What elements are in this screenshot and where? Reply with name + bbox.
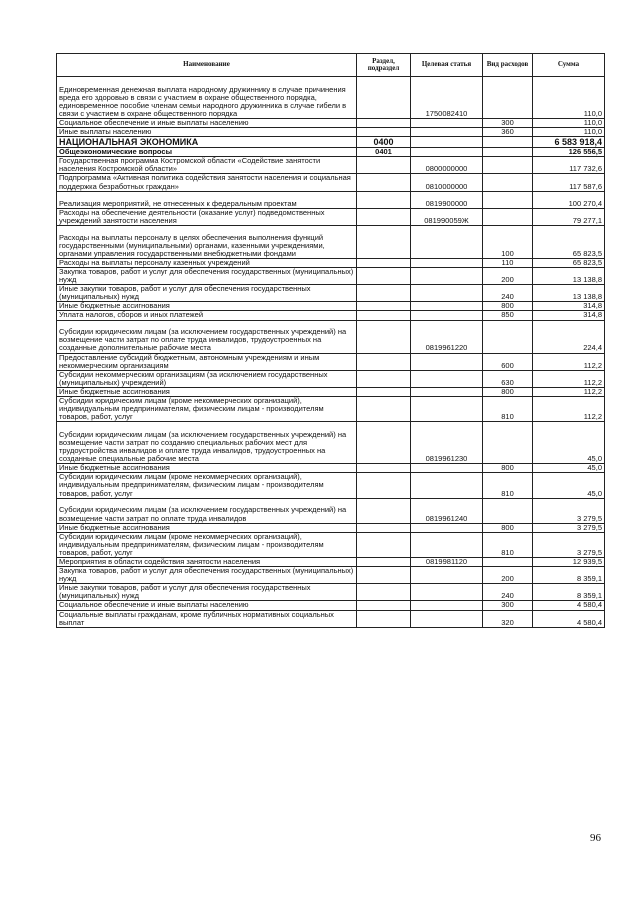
- cell-section: [357, 523, 411, 532]
- cell-target: 0819900000: [411, 191, 483, 208]
- table-row: [57, 370, 605, 387]
- cell-name: Иные закупки товаров, работ и услуг для обеспечения государственных (муниципальных) нужд: [57, 285, 357, 302]
- cell-target: [411, 370, 483, 387]
- cell-name: Иные бюджетные ассигнования: [57, 302, 357, 311]
- cell-expense: 300: [483, 119, 533, 128]
- cell-amount: 65 823,5: [533, 225, 605, 258]
- cell-amount: 314,8: [533, 311, 605, 320]
- table-row: [57, 225, 605, 258]
- cell-target: [411, 387, 483, 396]
- page-number: 96: [590, 832, 601, 844]
- cell-name: Иные бюджетные ассигнования: [57, 464, 357, 473]
- table-row: [57, 191, 605, 208]
- table-row: [57, 208, 605, 225]
- table-row: [57, 558, 605, 567]
- cell-expense: 360: [483, 128, 533, 137]
- cell-section: [357, 119, 411, 128]
- cell-amount: 79 277,1: [533, 208, 605, 225]
- cell-expense: [483, 320, 533, 353]
- cell-section: 0400: [357, 137, 411, 148]
- cell-amount: 8 359,1: [533, 584, 605, 601]
- table-row: [57, 77, 605, 119]
- cell-section: [357, 464, 411, 473]
- cell-expense: 800: [483, 302, 533, 311]
- table-row: [57, 320, 605, 353]
- cell-name: Субсидии юридическим лицам (за исключением государственных учреждений) на возмещение части затрат по оплате труда инвалидов: [57, 498, 357, 523]
- cell-section: [357, 473, 411, 498]
- cell-amount: 3 279,5: [533, 523, 605, 532]
- cell-expense: 320: [483, 610, 533, 627]
- cell-expense: 200: [483, 267, 533, 284]
- cell-target: [411, 567, 483, 584]
- cell-target: 0819961220: [411, 320, 483, 353]
- cell-expense: [483, 148, 533, 157]
- cell-amount: 45,0: [533, 464, 605, 473]
- cell-name: Иные бюджетные ассигнования: [57, 387, 357, 396]
- cell-section: [357, 370, 411, 387]
- cell-section: [357, 128, 411, 137]
- header-amount: Сумма: [533, 54, 605, 77]
- cell-target: [411, 584, 483, 601]
- cell-amount: 100 270,4: [533, 191, 605, 208]
- cell-amount: 4 580,4: [533, 610, 605, 627]
- cell-name: Субсидии юридическим лицам (кроме некоммерческих организаций), индивидуальным предпринимателям, физическим лицам - производителям товаров, работ, услуг: [57, 532, 357, 557]
- cell-name: Общеэкономические вопросы: [57, 148, 357, 157]
- cell-section: [357, 302, 411, 311]
- table-row: [57, 532, 605, 557]
- cell-name: Мероприятия в области содействия занятости населения: [57, 558, 357, 567]
- cell-expense: 200: [483, 567, 533, 584]
- cell-section: [357, 567, 411, 584]
- section-row: [57, 137, 605, 148]
- cell-target: [411, 302, 483, 311]
- cell-name: Расходы на выплаты персоналу казенных учреждений: [57, 258, 357, 267]
- table-row: [57, 584, 605, 601]
- cell-amount: 110,0: [533, 128, 605, 137]
- cell-name: Иные выплаты населению: [57, 128, 357, 137]
- cell-amount: 3 279,5: [533, 532, 605, 557]
- cell-name: Закупка товаров, работ и услуг для обеспечения государственных (муниципальных) нужд: [57, 567, 357, 584]
- table-row: [57, 523, 605, 532]
- table-row: [57, 302, 605, 311]
- cell-amount: 45,0: [533, 473, 605, 498]
- cell-target: [411, 285, 483, 302]
- cell-expense: [483, 174, 533, 191]
- cell-section: [357, 601, 411, 610]
- cell-amount: 112,2: [533, 396, 605, 421]
- table-row: [57, 174, 605, 191]
- table-row: [57, 567, 605, 584]
- cell-section: [357, 285, 411, 302]
- cell-expense: 600: [483, 353, 533, 370]
- cell-expense: [483, 208, 533, 225]
- cell-target: [411, 532, 483, 557]
- cell-amount: 45,0: [533, 422, 605, 464]
- cell-target: [411, 353, 483, 370]
- cell-name: НАЦИОНАЛЬНАЯ ЭКОНОМИКА: [57, 137, 357, 148]
- cell-expense: 850: [483, 311, 533, 320]
- cell-name: Реализация мероприятий, не отнесенных к федеральным проектам: [57, 191, 357, 208]
- cell-amount: 6 583 918,4: [533, 137, 605, 148]
- cell-amount: 112,2: [533, 387, 605, 396]
- cell-target: 1750082410: [411, 77, 483, 119]
- table-row: [57, 422, 605, 464]
- cell-name: Иные закупки товаров, работ и услуг для обеспечения государственных (муниципальных) нужд: [57, 584, 357, 601]
- cell-amount: 13 138,8: [533, 267, 605, 284]
- cell-section: [357, 311, 411, 320]
- cell-expense: 810: [483, 396, 533, 421]
- cell-name: Социальные выплаты гражданам, кроме публичных нормативных социальных выплат: [57, 610, 357, 627]
- cell-name: Субсидии некоммерческим организациям (за исключением государственных (муниципальных) учреждений): [57, 370, 357, 387]
- cell-amount: 65 823,5: [533, 258, 605, 267]
- cell-name: Расходы на выплаты персоналу в целях обеспечения выполнения функций государственными (муниципальными) органами, казенными учреждениями, органами управления государственными внебюджетными фондами: [57, 225, 357, 258]
- cell-target: [411, 523, 483, 532]
- cell-expense: 240: [483, 584, 533, 601]
- cell-target: [411, 137, 483, 148]
- cell-name: Государственная программа Костромской области «Содействие занятости населения Костромской области»: [57, 157, 357, 174]
- cell-name: Социальное обеспечение и иные выплаты населению: [57, 601, 357, 610]
- table-body: [57, 77, 605, 628]
- cell-expense: 810: [483, 532, 533, 557]
- cell-section: [357, 610, 411, 627]
- cell-section: 0401: [357, 148, 411, 157]
- table-row: [57, 311, 605, 320]
- cell-section: [357, 422, 411, 464]
- subsection-row: [57, 148, 605, 157]
- cell-section: [357, 174, 411, 191]
- cell-target: 0800000000: [411, 157, 483, 174]
- header-expense: Вид расходов: [483, 54, 533, 77]
- cell-amount: 224,4: [533, 320, 605, 353]
- cell-amount: 117 587,6: [533, 174, 605, 191]
- cell-amount: 110,0: [533, 119, 605, 128]
- table-row: [57, 610, 605, 627]
- cell-section: [357, 387, 411, 396]
- cell-name: Уплата налогов, сборов и иных платежей: [57, 311, 357, 320]
- cell-section: [357, 353, 411, 370]
- cell-name: Единовременная денежная выплата народному дружиннику в случае причинения вреда его здоровью в связи с участием в охране общественного порядка, единовременное пособие членам семьи народного дружинника в случае гибели в связи с участием в охране общественного порядка: [57, 77, 357, 119]
- table-row: [57, 157, 605, 174]
- cell-target: [411, 473, 483, 498]
- table-row: [57, 387, 605, 396]
- header-name: Наименование: [57, 54, 357, 77]
- table-row: [57, 128, 605, 137]
- cell-name: Иные бюджетные ассигнования: [57, 523, 357, 532]
- cell-expense: [483, 498, 533, 523]
- cell-section: [357, 157, 411, 174]
- cell-target: 0810000000: [411, 174, 483, 191]
- table-row: [57, 258, 605, 267]
- cell-expense: 800: [483, 464, 533, 473]
- cell-target: [411, 311, 483, 320]
- table-row: [57, 285, 605, 302]
- cell-section: [357, 584, 411, 601]
- cell-expense: [483, 157, 533, 174]
- cell-target: [411, 258, 483, 267]
- cell-expense: 800: [483, 523, 533, 532]
- table-row: [57, 353, 605, 370]
- cell-target: [411, 610, 483, 627]
- cell-expense: [483, 558, 533, 567]
- cell-amount: 110,0: [533, 77, 605, 119]
- cell-name: Подпрограмма «Активная политика содействия занятости населения и социальная поддержка безработных граждан»: [57, 174, 357, 191]
- cell-name: Расходы на обеспечение деятельности (оказание услуг) подведомственных учреждений занятости населения: [57, 208, 357, 225]
- cell-target: [411, 128, 483, 137]
- cell-expense: 100: [483, 225, 533, 258]
- cell-expense: 800: [483, 387, 533, 396]
- cell-amount: 117 732,6: [533, 157, 605, 174]
- cell-amount: 4 580,4: [533, 601, 605, 610]
- cell-target: 0819961230: [411, 422, 483, 464]
- table-row: [57, 464, 605, 473]
- cell-section: [357, 191, 411, 208]
- cell-target: [411, 464, 483, 473]
- cell-name: Субсидии юридическим лицам (кроме некоммерческих организаций), индивидуальным предпринимателям, физическим лицам - производителям товаров, работ, услуг: [57, 473, 357, 498]
- cell-name: Субсидии юридическим лицам (кроме некоммерческих организаций), индивидуальным предпринимателям, физическим лицам - производителям товаров, работ, услуг: [57, 396, 357, 421]
- cell-name: Предоставление субсидий бюджетным, автономным учреждениям и иным некоммерческим организациям: [57, 353, 357, 370]
- cell-name: Субсидии юридическим лицам (за исключением государственных учреждений) на возмещение части затрат по оплате труда инвалидов, трудоустроенных на созданные дополнительные рабочие места: [57, 320, 357, 353]
- cell-amount: 314,8: [533, 302, 605, 311]
- table-row: [57, 119, 605, 128]
- cell-name: Закупка товаров, работ и услуг для обеспечения государственных (муниципальных) нужд: [57, 267, 357, 284]
- cell-expense: 630: [483, 370, 533, 387]
- cell-section: [357, 267, 411, 284]
- cell-target: [411, 148, 483, 157]
- table-row: [57, 473, 605, 498]
- cell-target: [411, 119, 483, 128]
- header-section: Раздел, подраздел: [357, 54, 411, 77]
- cell-expense: 240: [483, 285, 533, 302]
- cell-expense: [483, 191, 533, 208]
- cell-expense: 810: [483, 473, 533, 498]
- header-target: Целевая статья: [411, 54, 483, 77]
- cell-expense: [483, 137, 533, 148]
- cell-expense: [483, 422, 533, 464]
- cell-expense: 110: [483, 258, 533, 267]
- cell-amount: 126 556,5: [533, 148, 605, 157]
- cell-amount: 12 939,5: [533, 558, 605, 567]
- cell-target: [411, 225, 483, 258]
- cell-amount: 112,2: [533, 370, 605, 387]
- cell-target: [411, 601, 483, 610]
- cell-section: [357, 258, 411, 267]
- cell-target: 0819961240: [411, 498, 483, 523]
- cell-name: Субсидии юридическим лицам (за исключением государственных учреждений) на возмещение части затрат по созданию специальных рабочих мест для трудоустройства инвалидов и оплате труда инвалидов, трудоустроенных на созданные специальные рабочие места: [57, 422, 357, 464]
- cell-section: [357, 77, 411, 119]
- cell-target: [411, 396, 483, 421]
- cell-amount: 112,2: [533, 353, 605, 370]
- cell-section: [357, 558, 411, 567]
- cell-section: [357, 225, 411, 258]
- cell-expense: [483, 77, 533, 119]
- cell-section: [357, 498, 411, 523]
- table-row: [57, 267, 605, 284]
- cell-amount: 8 359,1: [533, 567, 605, 584]
- cell-target: 081990059Ж: [411, 208, 483, 225]
- cell-amount: 3 279,5: [533, 498, 605, 523]
- table-row: [57, 396, 605, 421]
- budget-table: [56, 53, 605, 628]
- table-header-row: [57, 54, 605, 77]
- cell-name: Социальное обеспечение и иные выплаты населению: [57, 119, 357, 128]
- cell-section: [357, 396, 411, 421]
- cell-amount: 13 138,8: [533, 285, 605, 302]
- table-row: [57, 498, 605, 523]
- table-row: [57, 601, 605, 610]
- cell-target: [411, 267, 483, 284]
- cell-section: [357, 208, 411, 225]
- cell-expense: 300: [483, 601, 533, 610]
- cell-section: [357, 532, 411, 557]
- cell-target: 0819981120: [411, 558, 483, 567]
- cell-section: [357, 320, 411, 353]
